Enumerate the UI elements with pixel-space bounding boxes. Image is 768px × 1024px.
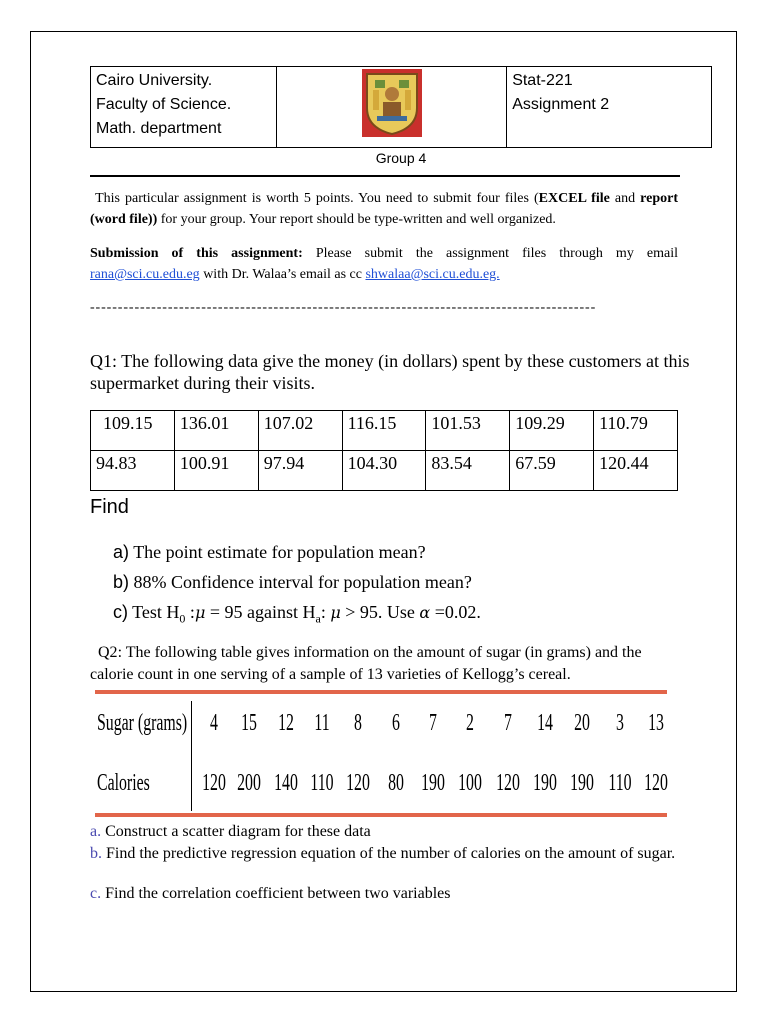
email-link-rana[interactable]: rana@sci.cu.edu.eg [90, 267, 200, 282]
table-cell: 100 [458, 770, 482, 796]
item-text: 88% Confidence interval for population mean? [129, 572, 472, 592]
submission-text-2: with Dr. Walaa’s email as cc [199, 267, 366, 282]
table-cell: 7 [429, 710, 437, 736]
alpha-symbol: α [419, 603, 431, 622]
university-cell [91, 67, 277, 148]
item-text: Test H [128, 602, 180, 622]
q2-item-b [90, 844, 680, 864]
submission-heading: Submission of this assignment: [90, 246, 303, 261]
q2-text [90, 642, 680, 686]
item-text: Construct a scatter diagram for these data [101, 823, 371, 840]
table-cell: 109.29 [510, 411, 594, 451]
calories-row-label: Calories [97, 770, 150, 796]
item-text: The point estimate for population mean? [129, 542, 426, 562]
intro-bold-report: report (word file)) [90, 191, 679, 227]
table-cell: 120 [202, 770, 226, 796]
table-cell: 107.02 [258, 411, 342, 451]
table-cell: 120 [496, 770, 520, 796]
course-cell [507, 67, 712, 148]
table-cell: 104.30 [342, 451, 426, 491]
item-letter: a. [90, 823, 102, 840]
table-cell: 116.15 [342, 411, 426, 451]
q1-item-c [113, 602, 481, 627]
submission-text-1: Please submit the assignment files through my email [302, 246, 678, 261]
dashed-separator: ------------------------------------------------------------------------------------------- [90, 300, 597, 315]
table-cell: 15 [241, 710, 257, 736]
course-code: Stat-221 [512, 72, 573, 89]
table-cell: 14 [537, 710, 553, 736]
table-cell: 6 [392, 710, 400, 736]
table-cell: 140 [274, 770, 298, 796]
table-row [91, 411, 678, 451]
intro-bold-excel: EXCEL file [538, 191, 610, 206]
table-row [91, 451, 678, 491]
sugar-row-label: Sugar (grams) [97, 710, 188, 736]
item-letter: b) [113, 572, 130, 592]
table-column-divider [191, 701, 192, 811]
q2-label: Q2 [98, 644, 118, 661]
table-cell: 120.44 [594, 451, 678, 491]
table-cell: 8 [354, 710, 362, 736]
table-cell: 7 [504, 710, 512, 736]
item-text: = 95 against H [205, 602, 316, 622]
table-cell: 100.91 [174, 451, 258, 491]
table-cell: 83.54 [426, 451, 510, 491]
intro-text-3: for your group. Your report should be type-written and well organized. [157, 212, 556, 227]
item-letter: c) [113, 602, 128, 622]
table-cell: 3 [616, 710, 624, 736]
find-label: Find [90, 496, 129, 518]
table-cell: 110 [608, 770, 632, 796]
item-letter: b. [90, 845, 102, 862]
table-cell: 200 [237, 770, 261, 796]
table-top-rule [95, 690, 667, 694]
intro-text-1: This particular assignment is worth 5 points. You need to submit four files ( [95, 191, 539, 206]
faculty-name: Faculty of Science. [96, 96, 232, 113]
table-cell: 67.59 [510, 451, 594, 491]
table-cell: 80 [388, 770, 404, 796]
intro-text-2: and [609, 191, 641, 206]
mu-symbol: μ [330, 603, 341, 622]
university-logo [361, 68, 423, 138]
item-text: Find the correlation coefficient between two variables [101, 885, 451, 902]
item-letter: a) [113, 542, 130, 562]
q2-item-a [90, 822, 680, 842]
item-text: > 95. Use [340, 602, 420, 622]
table-cell: 190 [421, 770, 445, 796]
table-cell: 101.53 [426, 411, 510, 451]
subscript: 0 [179, 611, 186, 626]
table-cell: 12 [278, 710, 294, 736]
table-bottom-rule [95, 813, 667, 817]
q2-body: : The following table gives information on the amount of sugar (in grams) and the calorie count in one serving of a sample of 13 varieties of Kellogg’s cereal. [90, 644, 642, 683]
q1-data-table [90, 410, 678, 491]
table-cell: 190 [533, 770, 557, 796]
group-label: Group 4 [375, 150, 427, 166]
q1-item-b [113, 572, 472, 593]
q1-item-a [113, 542, 426, 563]
table-cell: 190 [570, 770, 594, 796]
table-cell: 120 [644, 770, 668, 796]
item-text: : [320, 602, 331, 622]
mu-symbol: μ [194, 603, 206, 622]
table-cell: 4 [210, 710, 218, 736]
submission-paragraph [90, 243, 678, 285]
logo-cell [276, 67, 506, 148]
header-table [90, 66, 712, 148]
table-cell: 110.79 [594, 411, 678, 451]
subscript: a [315, 611, 321, 626]
university-name: Cairo University. [96, 72, 213, 89]
q1-text: Q1: The following data give the money (in dollars) spent by these customers at this supermarket during their visits. [90, 351, 690, 393]
email-link-shwalaa[interactable]: shwalaa@sci.cu.edu.eg. [365, 267, 500, 282]
intro-paragraph [90, 188, 678, 230]
header-divider [90, 175, 680, 177]
assignment-title: Assignment 2 [512, 96, 610, 113]
table-cell: 136.01 [174, 411, 258, 451]
q2-item-c [90, 884, 680, 904]
table-cell: 110 [310, 770, 334, 796]
item-text: =0.02. [430, 602, 481, 622]
table-cell: 2 [466, 710, 474, 736]
table-cell: 120 [346, 770, 370, 796]
table-cell: 109.15 [91, 411, 175, 451]
table-cell: 11 [314, 710, 330, 736]
table-cell: 20 [574, 710, 590, 736]
item-text: : [185, 602, 195, 622]
item-letter: c. [90, 885, 102, 902]
table-cell: 94.83 [91, 451, 175, 491]
department-name: Math. department [96, 120, 222, 137]
item-text: Find the predictive regression equation of the number of calories on the amount of sugar. [102, 845, 676, 862]
table-cell: 13 [648, 710, 664, 736]
table-cell: 97.94 [258, 451, 342, 491]
